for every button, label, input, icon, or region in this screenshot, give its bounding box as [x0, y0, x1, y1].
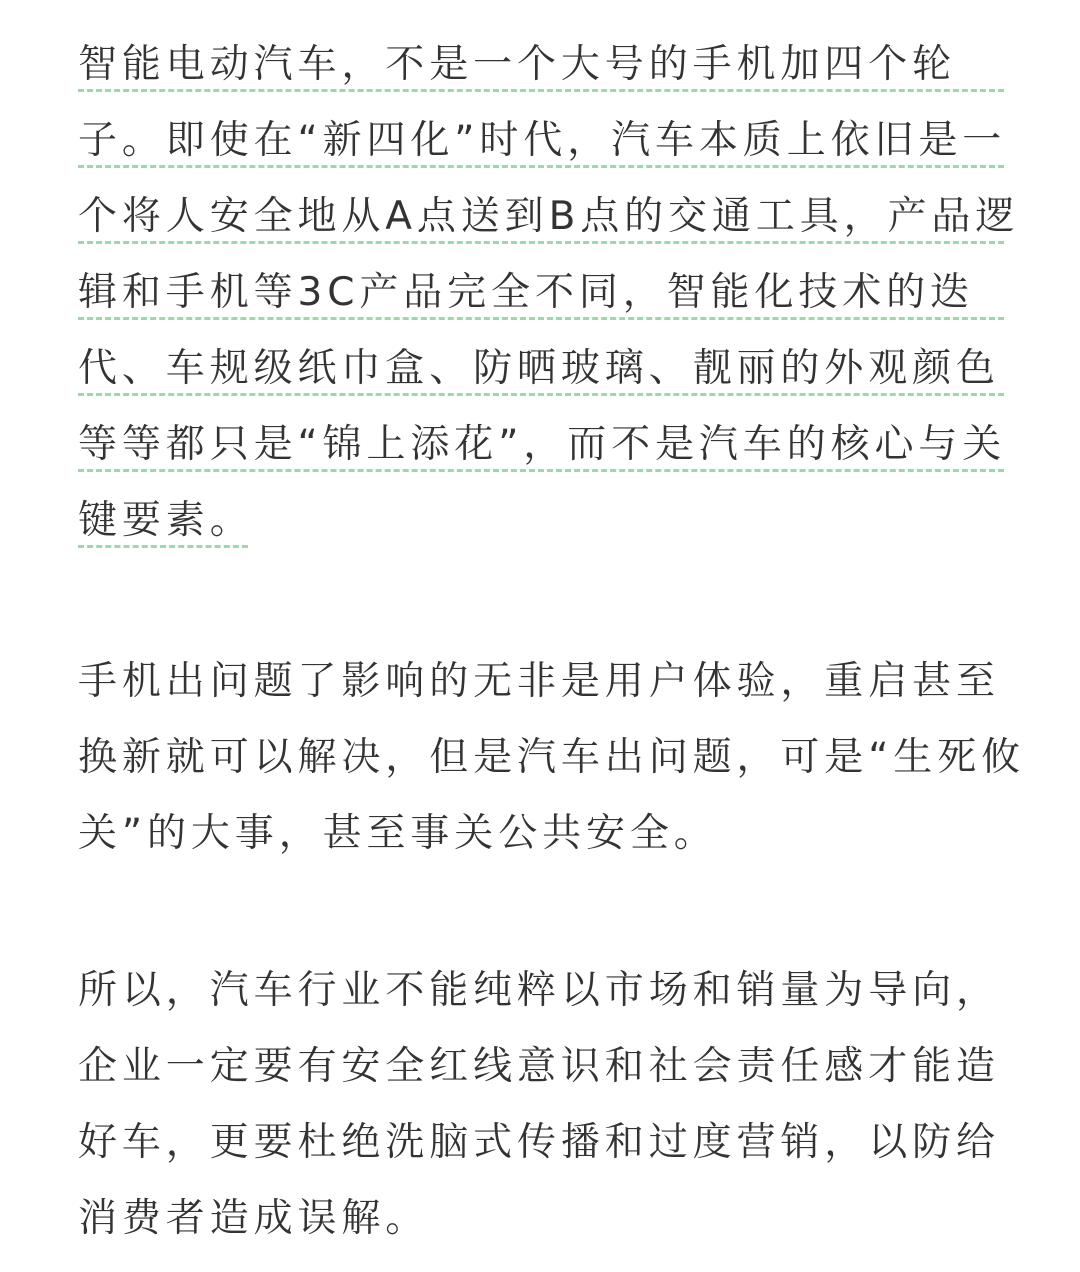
highlight-underline	[78, 317, 1004, 320]
paragraph-line: 辑和手机等3C产品完全不同，智能化技术的迭	[78, 270, 974, 315]
paragraph-line: 子。即使在“新四化”时代，汽车本质上依旧是一	[78, 118, 1007, 163]
highlight-underline	[78, 545, 248, 548]
paragraph-line: 关”的大事，甚至事关公共安全。	[78, 811, 718, 856]
paragraph-line: 所以，汽车行业不能纯粹以市场和销量为导向，	[78, 968, 1000, 1013]
paragraph-line: 智能电动汽车，不是一个大号的手机加四个轮	[78, 42, 957, 87]
paragraph-line: 代、车规级纸巾盒、防晒玻璃、靓丽的外观颜色	[78, 346, 1000, 391]
paragraph-line: 换新就可以解决，但是汽车出问题，可是“生死攸	[78, 735, 1026, 780]
paragraph-line: 等等都只是“锦上添花”，而不是汽车的核心与关	[78, 422, 1007, 467]
highlight-underline	[78, 469, 1004, 472]
paragraph-line: 消费者造成误解。	[78, 1196, 430, 1241]
paragraph-line: 键要素。	[78, 498, 254, 543]
highlight-underline	[78, 165, 1004, 168]
highlight-underline	[78, 89, 1004, 92]
highlight-underline	[78, 393, 1004, 396]
paragraph-line: 手机出问题了影响的无非是用户体验，重启甚至	[78, 659, 1000, 704]
paragraph-line: 企业一定要有安全红线意识和社会责任感才能造	[78, 1044, 1000, 1089]
paragraph-line: 个将人安全地从A点送到B点的交通工具，产品逻	[78, 194, 1020, 239]
highlight-underline	[78, 241, 1004, 244]
paragraph-line: 好车，更要杜绝洗脑式传播和过度营销，以防给	[78, 1120, 1000, 1165]
